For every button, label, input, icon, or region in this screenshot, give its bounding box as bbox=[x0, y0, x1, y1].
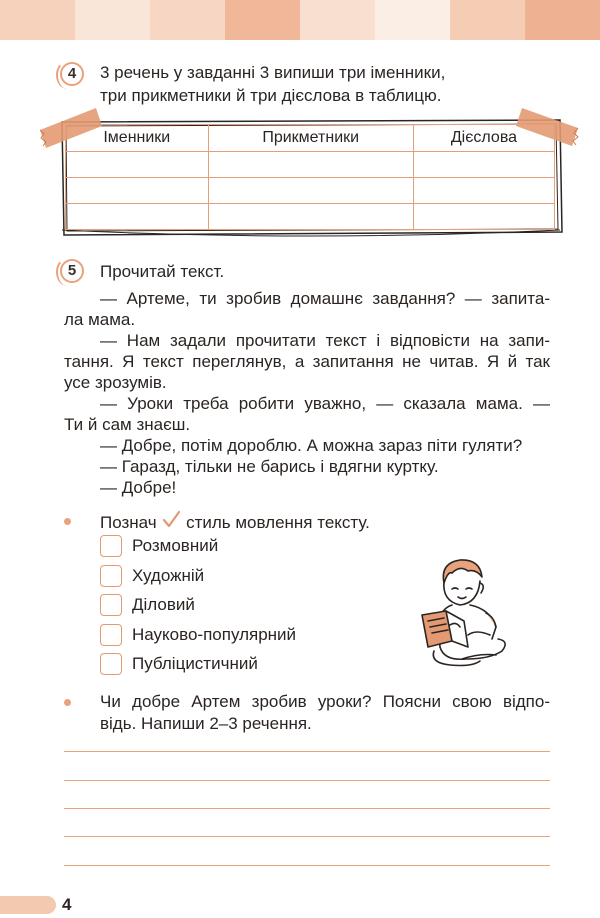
question-1 bbox=[100, 510, 370, 533]
task-5-intro: Прочитай текст. bbox=[100, 262, 225, 281]
option-label: Науково-популярний bbox=[132, 625, 297, 644]
question-2-line-2: відь. Напиши 2–3 речення. bbox=[100, 714, 312, 733]
option-label: Розмовний bbox=[132, 536, 219, 555]
words-table-container bbox=[40, 102, 580, 242]
table-row bbox=[66, 152, 555, 178]
question-1-prefix: Познач bbox=[100, 513, 157, 532]
table-row bbox=[66, 204, 555, 230]
words-table bbox=[65, 124, 555, 230]
table-cell[interactable] bbox=[208, 178, 413, 204]
col-header-verbs: Дієслова bbox=[413, 125, 554, 152]
text-line: — Артеме, ти зробив домашнє завдання? — запита- bbox=[100, 289, 550, 308]
text-line: — Уроки треба робити уважно, — сказала мама. — bbox=[100, 394, 550, 413]
text-line: — Нам задали прочитати текст і відповісти на запи- bbox=[100, 331, 550, 350]
table-cell[interactable] bbox=[66, 204, 209, 230]
question-1-suffix: стиль мовлення тексту. bbox=[186, 513, 370, 532]
option-label: Художній bbox=[132, 566, 205, 585]
task-5-number: 5 bbox=[60, 259, 84, 283]
text-line: тання. Я текст переглянув, а запитання не читав. Я й так bbox=[64, 352, 550, 371]
checkbox-naukovo-populyarny[interactable] bbox=[100, 624, 122, 646]
task-4-text-line-1: 3 речень у завданні 3 випиши три іменники, bbox=[100, 63, 446, 82]
text-line: — Добре! bbox=[100, 478, 177, 497]
page-number-tab bbox=[0, 896, 56, 914]
page-number: 4 bbox=[62, 895, 72, 914]
table-row bbox=[66, 178, 555, 204]
answer-writing-line[interactable] bbox=[64, 808, 550, 809]
checkbox-publitsystychny[interactable] bbox=[100, 653, 122, 675]
checkmark-icon bbox=[161, 510, 181, 530]
text-line: усе зрозумів. bbox=[64, 373, 167, 392]
task-4-number: 4 bbox=[60, 62, 84, 86]
top-decorative-stripe bbox=[0, 0, 600, 40]
answer-writing-line[interactable] bbox=[64, 751, 550, 752]
answer-writing-line[interactable] bbox=[64, 780, 550, 781]
option-label: Діловий bbox=[132, 595, 195, 614]
bullet-icon bbox=[64, 699, 71, 706]
boy-reading-book-illustration bbox=[410, 555, 520, 670]
answer-writing-line[interactable] bbox=[64, 865, 550, 866]
task-4-text-line-2: три прикметники й три дієслова в таблицю. bbox=[100, 86, 442, 105]
table-cell[interactable] bbox=[413, 204, 554, 230]
option-label: Публіцистичний bbox=[132, 654, 258, 673]
checkbox-khudozhniy[interactable] bbox=[100, 565, 122, 587]
question-2-line-1: Чи добре Артем зробив уроки? Поясни свою відпо- bbox=[100, 692, 550, 711]
bullet-icon bbox=[64, 518, 71, 525]
col-header-nouns: Іменники bbox=[66, 125, 209, 152]
text-line: Ти й сам знаєш. bbox=[64, 415, 191, 434]
table-cell[interactable] bbox=[66, 152, 209, 178]
checkbox-razmovny[interactable] bbox=[100, 535, 122, 557]
table-cell[interactable] bbox=[413, 178, 554, 204]
text-line: ла мама. bbox=[64, 310, 136, 329]
table-cell[interactable] bbox=[66, 178, 209, 204]
table-cell[interactable] bbox=[208, 204, 413, 230]
text-line: — Гаразд, тільки не барись і вдягни куртку. bbox=[100, 457, 439, 476]
col-header-adjectives: Прикметники bbox=[208, 125, 413, 152]
answer-writing-line[interactable] bbox=[64, 836, 550, 837]
text-line: — Добре, потім дороблю. А можна зараз піти гуляти? bbox=[100, 436, 523, 455]
table-cell[interactable] bbox=[413, 152, 554, 178]
checkbox-dilovy[interactable] bbox=[100, 594, 122, 616]
table-cell[interactable] bbox=[208, 152, 413, 178]
